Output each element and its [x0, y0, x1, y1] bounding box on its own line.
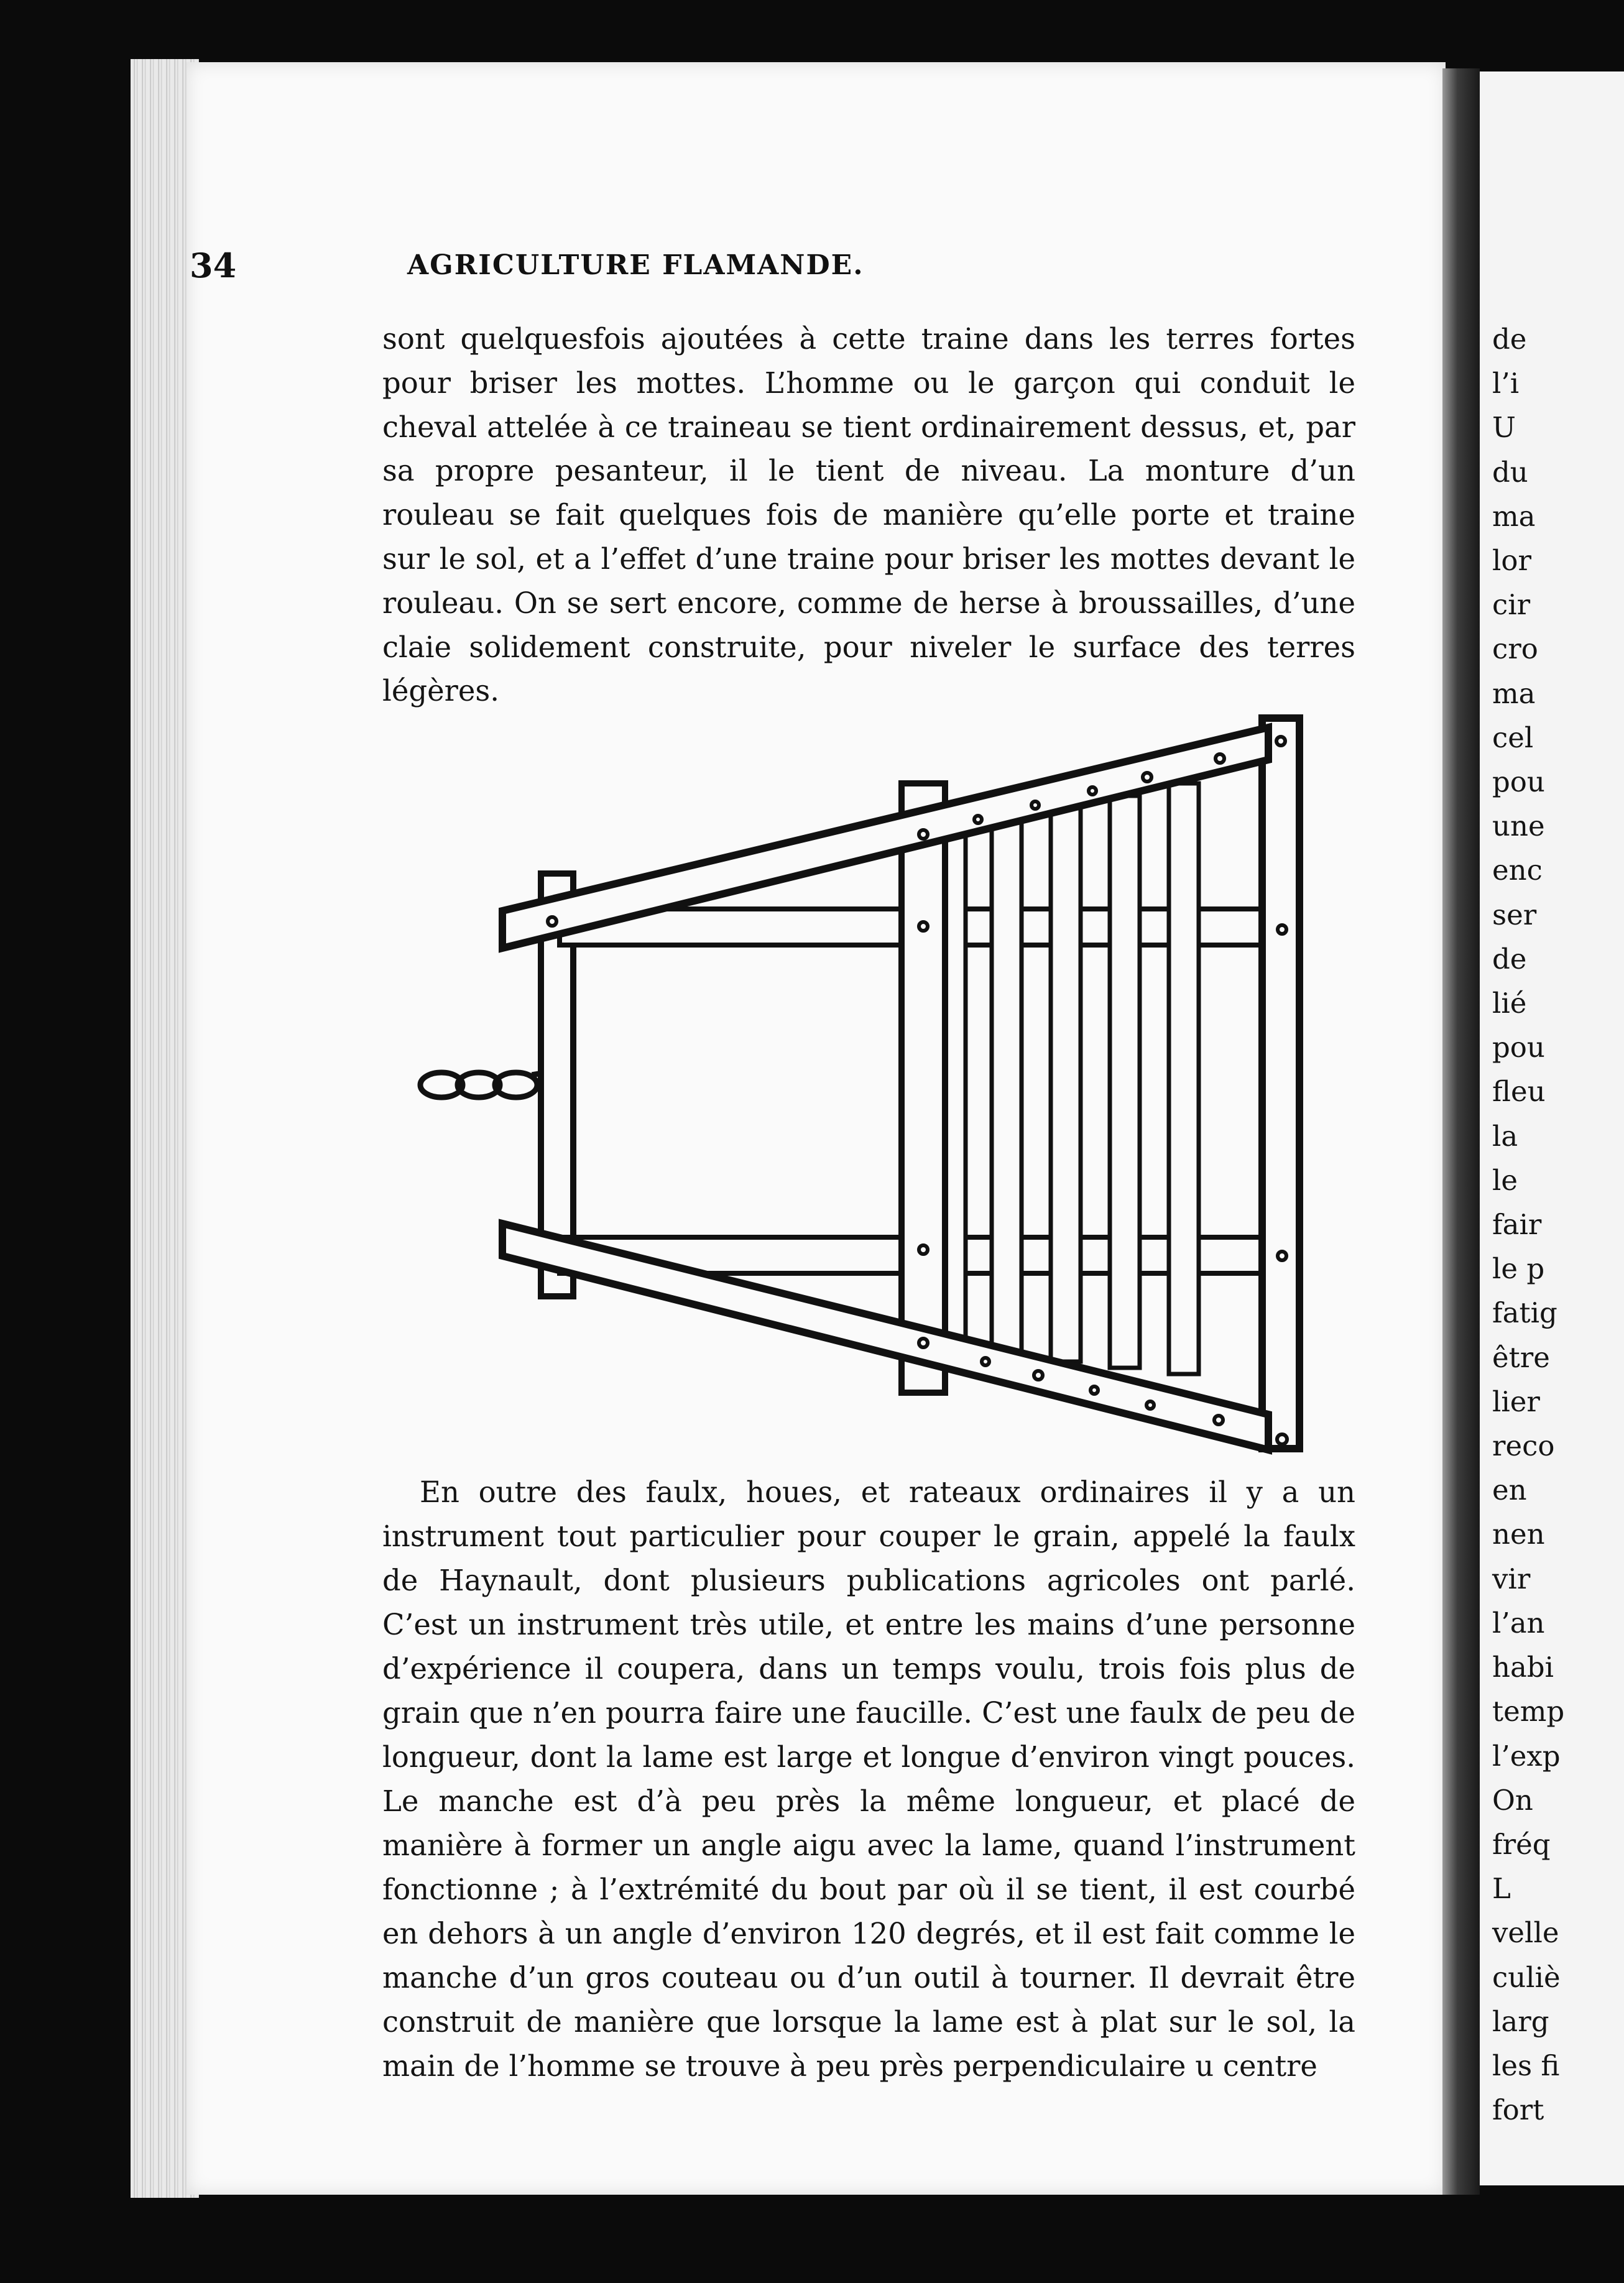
chain-links	[420, 1072, 555, 1097]
vertical-slats	[936, 783, 1199, 1374]
page-header	[190, 246, 1247, 289]
right-vertical-beam	[1262, 718, 1299, 1449]
right-page-text-fragments: de l’i U du ma lor cir cro ma cel pou une enc ser de lié pou fleu la le fair le p fatig être lier reco en nen vir l’an habi temp l’exp On fréq L velle culiè larg les fi fort	[1492, 323, 1565, 2127]
book-gutter	[1442, 68, 1480, 2195]
paragraph-faulx: En outre des faulx, houes, et rateaux ordinaires il y a un instrument tout particulier pour couper le grain, appelé la faulx de Haynault, dont plusieurs publications agricoles ont parlé. C’est un instrument très utile, et entre les mains d’une personne d’expérience il coupera, dans un temps voulu, trois fois plus de grain que n’en pourra faire une faucille. C’est une faulx de peu de longueur, dont la lame est large et longue d’environ vingt pouces. Le manche est d’à peu près la même longueur, et placé de manière à former un angle aigu avec la lame, quand l’instrument fonctionne ; à l’extrémité du bout par où il se tient, il est courbé en dehors à un angle d’environ 120 degrés, et il est fait comme le manche d’un gros couteau ou d’un outil à tourner. Il devrait être construit de manière que lorsque la lame est à plat sur le sol, la main de l’homme se trouve à peu près perpendiculaire u centre	[382, 1475, 1355, 2083]
center-vertical-beam	[902, 783, 945, 1393]
running-title: AGRICULTURE FLAMANDE.	[407, 249, 864, 281]
harrow-illustration	[410, 696, 1318, 1474]
right-page	[1480, 71, 1624, 2185]
page-number: 34	[190, 246, 237, 285]
paragraph-traine: sont quelquesfois ajoutées à cette traine dans les terres fortes pour briser les mottes. L’homme ou le garçon qui conduit le cheval attelée à ce traineau se tient ordinairement dessus, et, par sa propre pesanteur, il le tient de niveau. La monture d’un rouleau se fait quelques fois de manière qu’elle porte et traine sur le sol, et a l’effet d’une traine pour briser les mottes devant le rouleau. On se sert encore, comme de herse à broussailles, d’une claie solidement construite, pour niveler le surface des terres légères.	[382, 322, 1355, 708]
